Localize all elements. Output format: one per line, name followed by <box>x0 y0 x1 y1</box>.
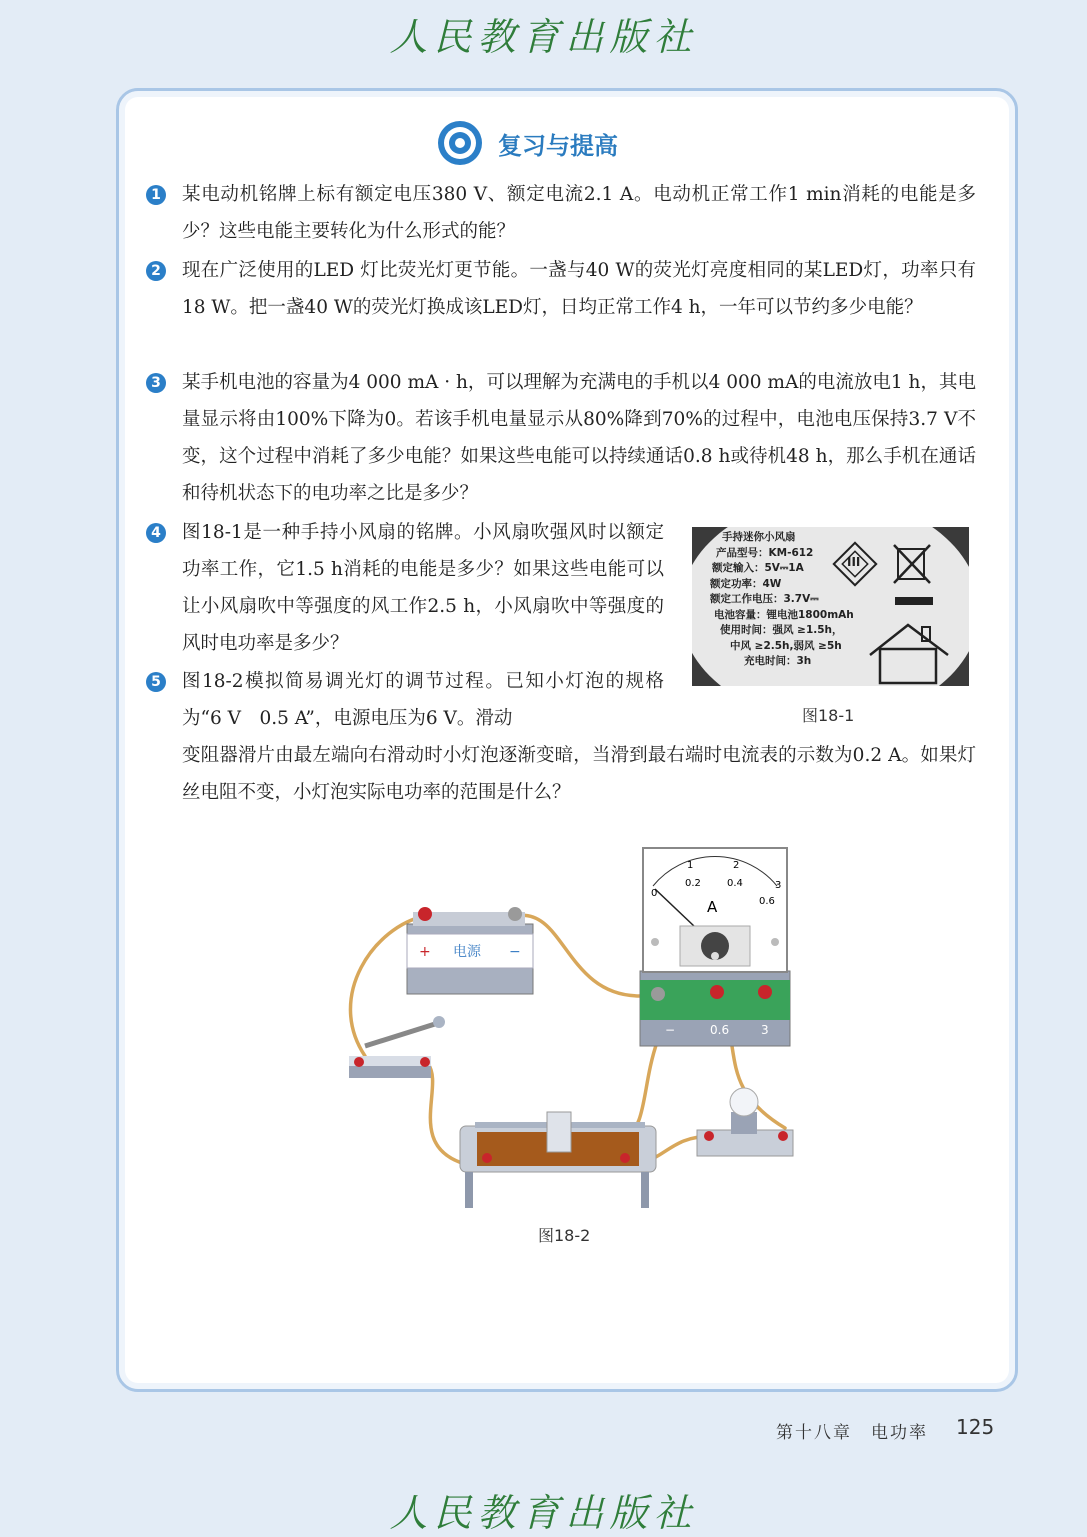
meter-unit-label: A <box>707 898 718 916</box>
question-number: 4 <box>146 523 166 543</box>
page-number: 125 <box>956 1415 995 1439</box>
nameplate-line: 中风 ≥2.5h,弱风 ≥5h <box>730 639 842 652</box>
nameplate-line: 额定输入：5V⎓1A <box>712 562 804 574</box>
nameplate-line: 额定工作电压：3.7V⎓ <box>710 593 819 605</box>
ammeter <box>640 848 790 1046</box>
target-icon <box>436 119 484 167</box>
question-text: 某电动机铭牌上标有额定电压380 V、额定电流2.1 A。电动机正常工作1 min消耗的电能是多少？这些电能主要转化为什么形式的能？ <box>182 184 976 242</box>
question-2 <box>146 252 976 326</box>
battery-minus-sign: − <box>509 944 521 960</box>
question-text-part2: 变阻器滑片由最左端向右滑动时小灯泡逐渐变暗，当滑到最右端时电流表的示数为0.2 A。如果灯丝电阻不变，小灯泡实际电功率的范围是什么？ <box>182 745 976 803</box>
fan-nameplate-photo <box>692 527 969 686</box>
question-number: 5 <box>146 672 166 692</box>
question-5 <box>146 663 664 737</box>
battery-plus-sign: + <box>419 944 431 960</box>
class-three-mark: III <box>847 555 861 569</box>
nameplate-line: 额定功率：4W <box>710 577 782 590</box>
nameplate-line: 充电时间：3h <box>744 655 812 667</box>
indoor-house-icon <box>870 625 948 683</box>
question-number: 1 <box>146 185 166 205</box>
question-4 <box>146 514 664 662</box>
meter-scale-label: 3 <box>775 880 782 891</box>
publisher-logo-top: 人民教育出版社 <box>389 15 698 59</box>
ammeter-terminal-label: 0.6 <box>710 1023 730 1037</box>
ammeter-terminal-label: 3 <box>761 1023 769 1037</box>
meter-scale-label: 2 <box>733 860 740 871</box>
section-header <box>436 118 618 168</box>
nameplate-line: 手持迷你小风扇 <box>722 531 796 543</box>
question-5-continued <box>146 737 976 811</box>
meter-scale-label: 0.2 <box>685 878 701 889</box>
battery-positive-terminal <box>418 907 432 921</box>
meter-scale-label: 0.6 <box>759 896 775 907</box>
meter-scale-label: 1 <box>687 860 694 871</box>
figure-2-caption: 图18-2 <box>538 1226 591 1245</box>
figure-1-caption: 图18-1 <box>802 706 855 725</box>
nameplate-line: 使用时间：强风 ≥1.5h， <box>720 624 843 636</box>
meter-scale-label: 0 <box>651 888 658 899</box>
battery-label: 电源 <box>453 944 481 960</box>
publisher-logo-bottom: 人民教育出版社 <box>389 1491 698 1535</box>
question-number: 2 <box>146 261 166 281</box>
nameplate-line: 产品型号：KM-612 <box>716 546 814 559</box>
question-text-part1: 图18-2模拟简易调光灯的调节过程。已知小灯泡的规格为“6 V 0.5 A”，电源电压为6 V。滑动 <box>182 671 664 729</box>
ammeter-3-terminal <box>758 985 772 999</box>
question-3 <box>146 364 976 512</box>
ammeter-terminal-label: − <box>665 1023 676 1037</box>
meter-scale-label: 0.4 <box>727 878 743 889</box>
question-text: 现在广泛使用的LED 灯比荧光灯更节能。一盏与40 W的荧光灯亮度相同的某LED灯，功率只有18 W。把一盏40 W的荧光灯换成该LED灯，日均正常工作4 h，一年可以节约多少电能？ <box>182 260 976 318</box>
knife-switch <box>349 1016 445 1078</box>
no-trash-bin-icon <box>894 545 933 605</box>
question-number: 3 <box>146 373 166 393</box>
question-text: 图18-1是一种手持小风扇的铭牌。小风扇吹强风时以额定功率工作，它1.5 h消耗的电能是多少？如果这些电能可以让小风扇吹中等强度的风工作2.5 h，小风扇吹中等强度的风时电功率是多少？ <box>182 522 664 654</box>
chapter-footer: 第十八章 电功率 <box>776 1423 928 1443</box>
circuit-diagram <box>335 846 815 1216</box>
ammeter-negative-terminal <box>651 987 665 1001</box>
battery-negative-terminal <box>508 907 522 921</box>
section-title: 复习与提高 <box>498 131 618 160</box>
sliding-rheostat <box>460 1112 656 1208</box>
question-text: 某手机电池的容量为4 000 mA · h，可以理解为充满电的手机以4 000 mA的电流放电1 h，其电量显示将由100%下降为0。若该手机电量显示从80%降到70%的过程中，电池电压保持3.7 V不变，这个过程中消耗了多少电能？如果这些电能可以持续通话0.8 h或待机48 h，那么手机在通话和待机状态下的电功率之比是多少？ <box>182 372 976 504</box>
ammeter-0.6-terminal <box>710 985 724 999</box>
nameplate-line: 电池容量：锂电池1800mAh <box>714 608 854 621</box>
question-1 <box>146 176 976 250</box>
